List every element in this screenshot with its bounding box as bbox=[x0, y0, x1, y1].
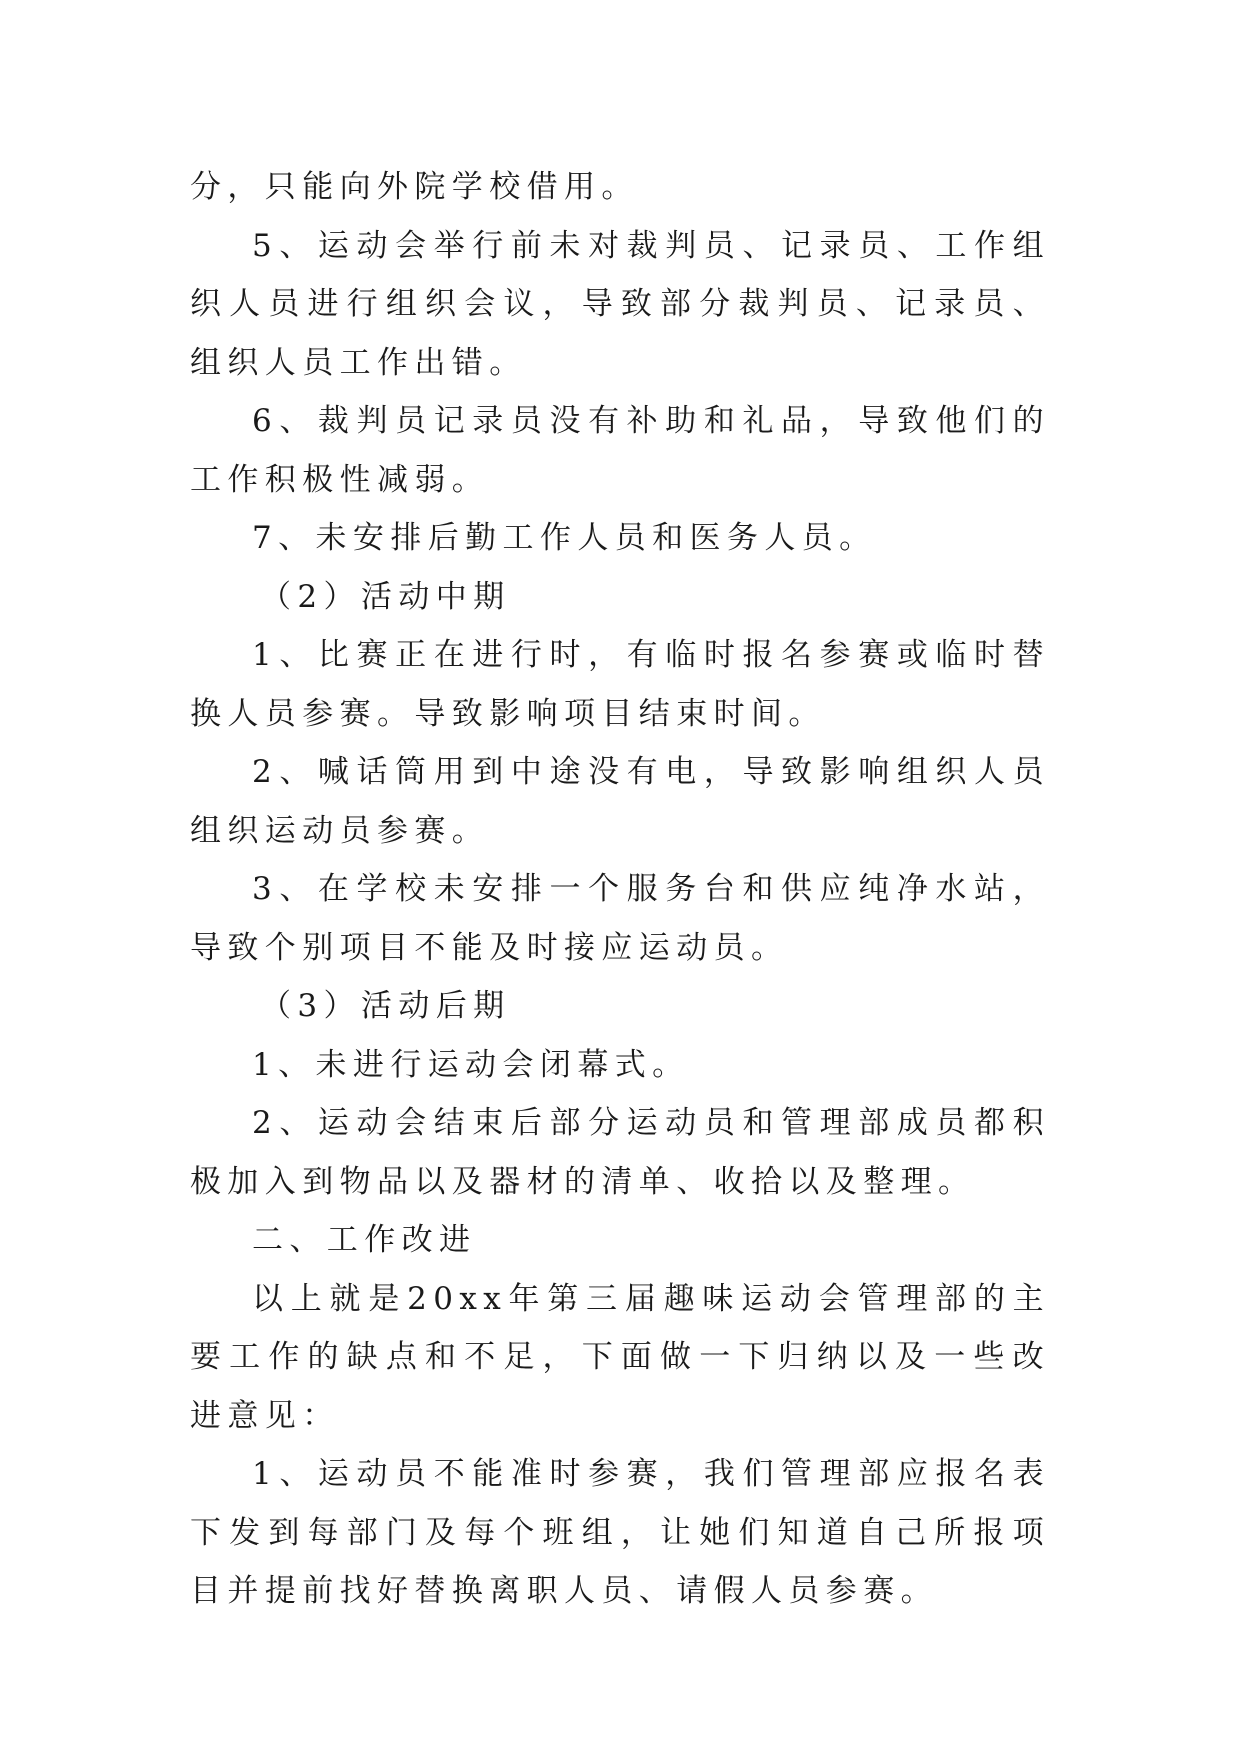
paragraph-improvement-intro: 以上就是20xx年第三届趣味运动会管理部的主要工作的缺点和不足，下面做一下归纳以及一些改进意见： bbox=[190, 1280, 1050, 1434]
paragraph-mid-item-2: 2、喊话筒用到中途没有电，导致影响组织人员组织运动员参赛。 bbox=[190, 754, 1050, 849]
paragraph-late-item-1: 1、未进行运动会闭幕式。 bbox=[252, 1046, 690, 1083]
paragraph-item-6: 6、裁判员记录员没有补助和礼品，导致他们的工作积极性减弱。 bbox=[190, 403, 1050, 498]
paragraph-continuation: 分，只能向外院学校借用。 bbox=[190, 169, 639, 205]
paragraph-mid-item-3: 3、在学校未安排一个服务台和供应纯净水站，导致个别项目不能及时接应运动员。 bbox=[190, 871, 1050, 966]
document-body bbox=[190, 158, 1050, 1621]
subheading-mid-phase: （2）活动中期 bbox=[260, 578, 511, 615]
paragraph-improvement-item-1: 1、运动员不能准时参赛，我们管理部应报名表下发到每部门及每个班组，让她们知道自己所报项目并提前找好替换离职人员、请假人员参赛。 bbox=[190, 1456, 1050, 1609]
paragraph-item-7: 7、未安排后勤工作人员和医务人员。 bbox=[252, 520, 877, 556]
section-heading-work-improvement: 二、工作改进 bbox=[252, 1222, 477, 1258]
paragraph-item-5: 5、运动会举行前未对裁判员、记录员、工作组织人员进行组织会议，导致部分裁判员、记录员、组织人员工作出错。 bbox=[190, 227, 1050, 381]
paragraph-mid-item-1: 1、比赛正在进行时，有临时报名参赛或临时替换人员参赛。导致影响项目结束时间。 bbox=[190, 637, 1050, 732]
paragraph-late-item-2: 2、运动会结束后部分运动员和管理部成员都积极加入到物品以及器材的清单、收拾以及整理。 bbox=[190, 1105, 1050, 1200]
subheading-late-phase: （3）活动后期 bbox=[260, 988, 511, 1024]
